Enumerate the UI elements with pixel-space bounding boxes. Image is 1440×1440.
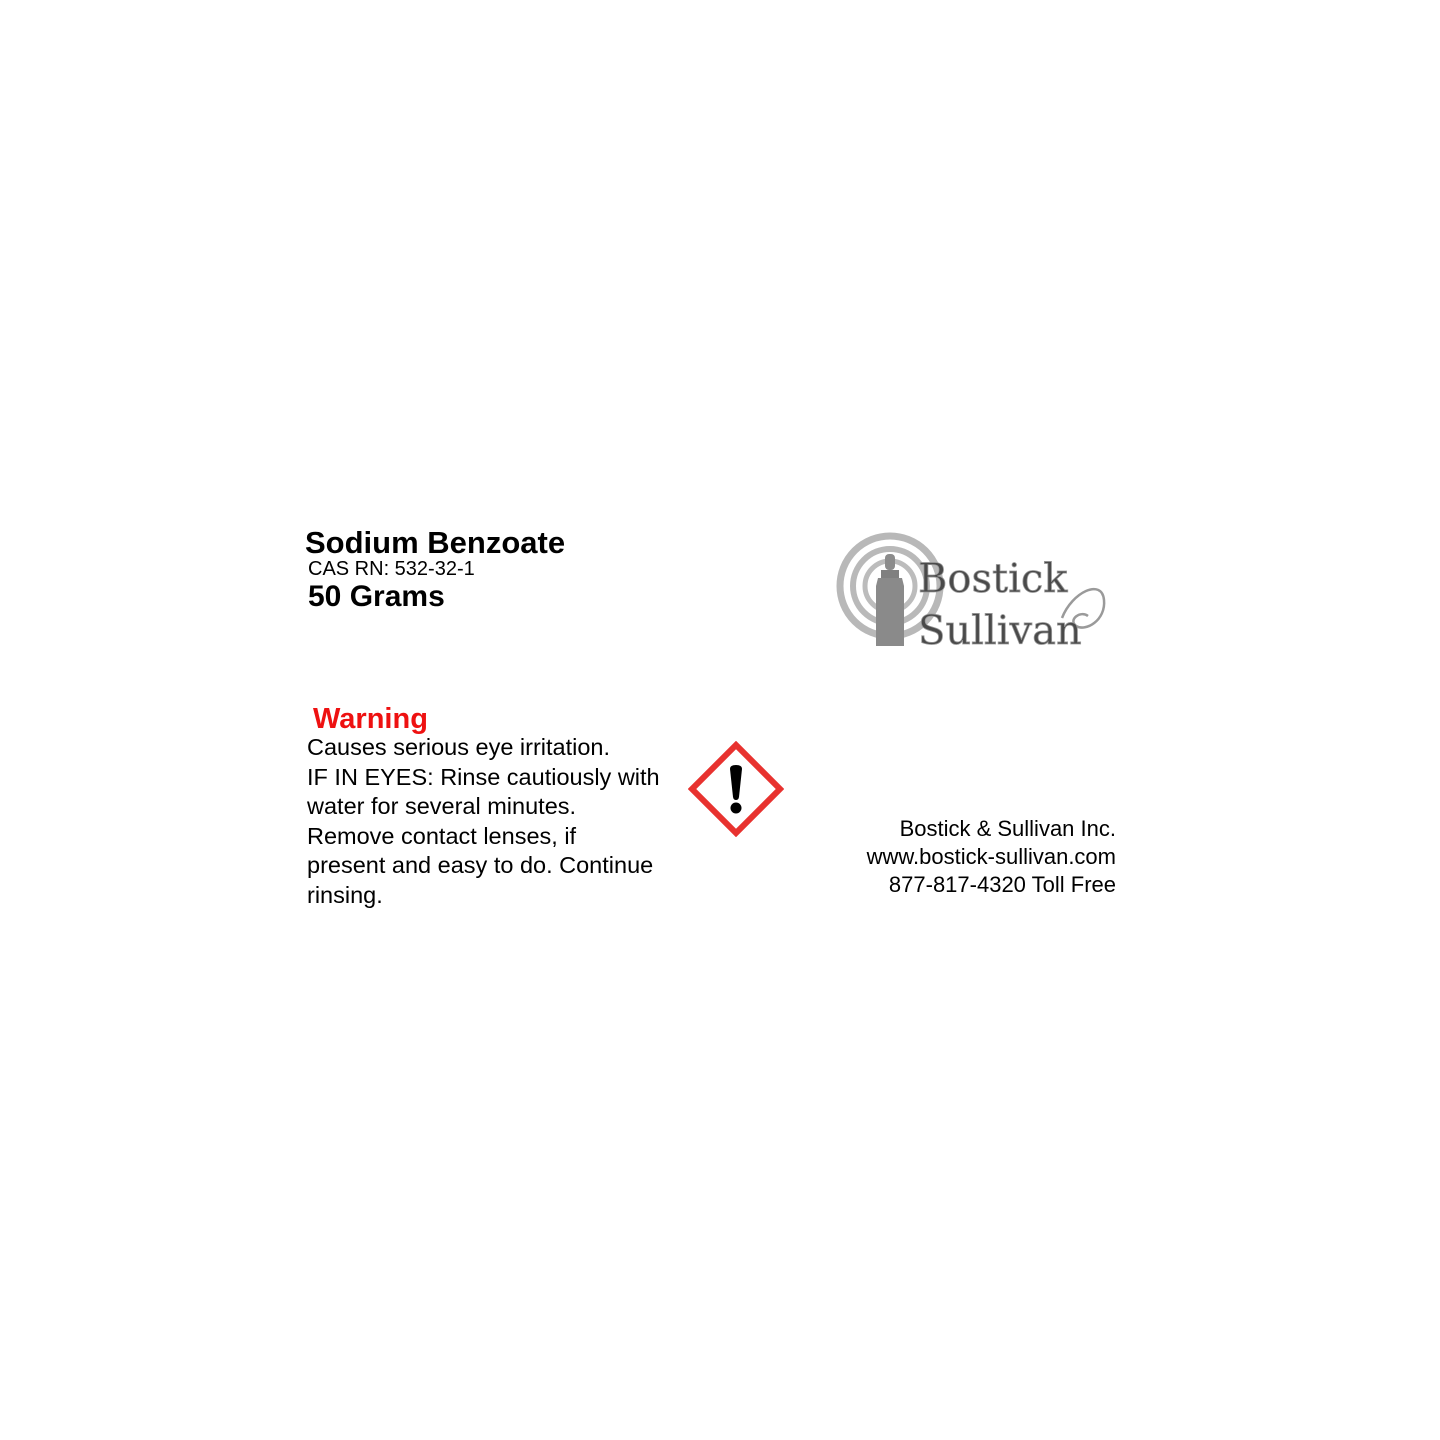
product-quantity: 50 Grams	[308, 580, 445, 613]
ghs-pictogram	[688, 741, 784, 837]
svg-text:Bostick: Bostick	[918, 556, 1068, 602]
company-website: www.bostick-sullivan.com	[866, 844, 1116, 869]
hazard-statement	[307, 733, 687, 910]
exclamation-mark-icon	[688, 741, 784, 837]
hazard-line: IF IN EYES: Rinse cautiously with	[307, 763, 660, 790]
company-info	[867, 815, 1116, 899]
signal-word: Warning	[313, 703, 428, 735]
svg-text:Sullivan: Sullivan	[918, 608, 1082, 654]
company-logo	[836, 520, 1108, 654]
hazard-line: Remove contact lenses, if	[307, 822, 577, 849]
hazard-line: Causes serious eye irritation.	[307, 734, 611, 760]
company-name: Bostick & Sullivan Inc.	[899, 816, 1116, 841]
hazard-line: rinsing.	[307, 881, 383, 908]
cas-number: CAS RN: 532-32-1	[308, 558, 475, 580]
hazard-line: present and easy to do. Continue	[307, 852, 654, 878]
product-name: Sodium Benzoate	[305, 525, 566, 560]
company-phone: 877-817-4320 Toll Free	[888, 872, 1116, 897]
dropper-bottle-icon	[836, 520, 1108, 654]
hazard-line: water for several minutes.	[307, 793, 577, 819]
